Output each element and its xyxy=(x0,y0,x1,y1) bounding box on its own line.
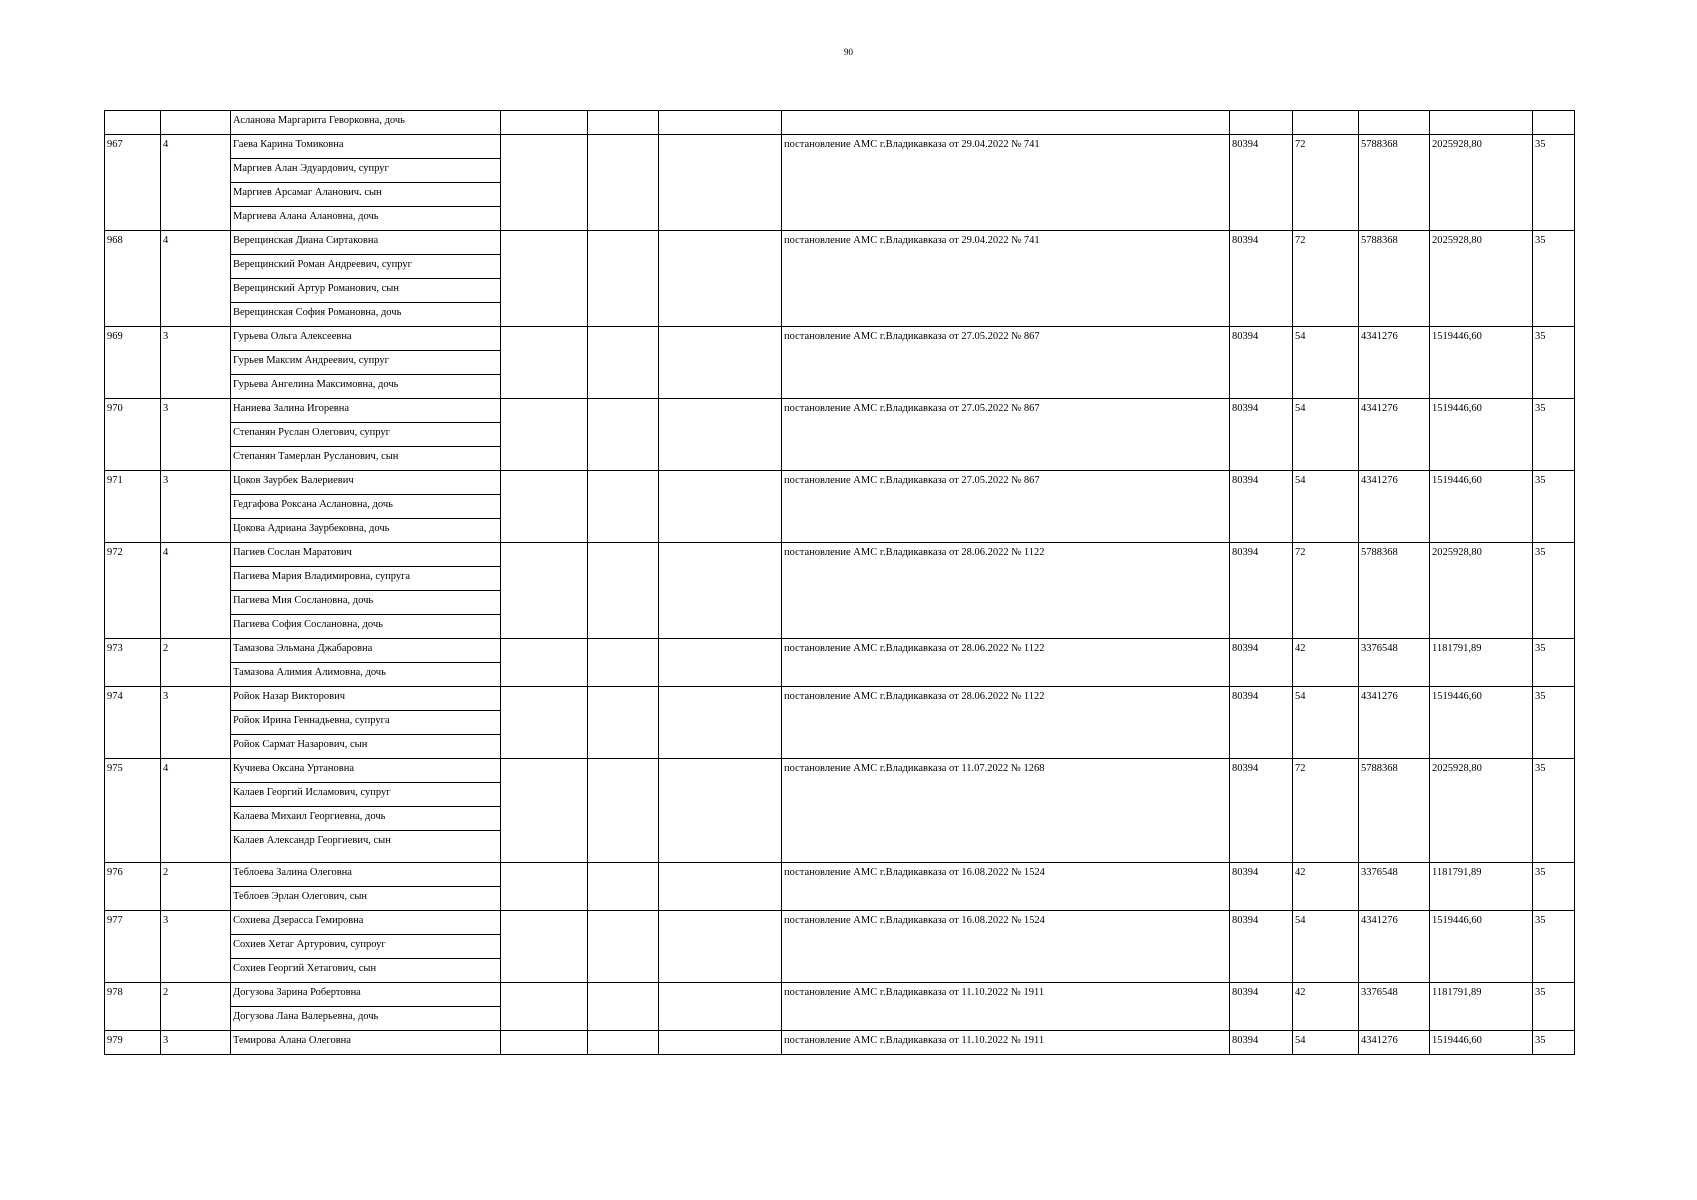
record-number-cell xyxy=(105,111,161,135)
area-cell: 72 xyxy=(1293,543,1359,639)
table-row xyxy=(105,687,1575,711)
family-size-cell: 4 xyxy=(161,135,231,231)
family-member-cell: Верещинский Роман Андреевич, супруг xyxy=(231,255,501,279)
decree-cell: постановление АМС г.Владикавказа от 27.05.2022 № 867 xyxy=(782,399,1230,471)
area-cell: 72 xyxy=(1293,759,1359,863)
family-size-cell: 3 xyxy=(161,399,231,471)
family-member-cell: Маргиев Алан Эдуардович, супруг xyxy=(231,159,501,183)
subsidy-cell: 2025928,80 xyxy=(1430,135,1533,231)
empty-cell xyxy=(501,687,588,759)
family-member-cell: Сохиева Дзерасса Гемировна xyxy=(231,911,501,935)
total-cost-cell: 5788368 xyxy=(1359,135,1430,231)
family-member-cell: Верещинская София Романовна, дочь xyxy=(231,303,501,327)
family-member-cell: Ройок Ирина Геннадьевна, супруга xyxy=(231,711,501,735)
family-member-cell: Гурьева Ангелина Максимовна, дочь xyxy=(231,375,501,399)
empty-cell xyxy=(501,231,588,327)
empty-cell xyxy=(659,135,782,231)
norm-price-cell: 80394 xyxy=(1230,639,1293,687)
percent-cell: 35 xyxy=(1533,983,1575,1031)
total-cost-cell: 5788368 xyxy=(1359,543,1430,639)
empty-cell xyxy=(588,911,659,983)
empty-cell xyxy=(501,1031,588,1055)
empty-cell xyxy=(588,111,659,135)
empty-cell xyxy=(501,639,588,687)
family-member-cell: Темирова Алана Олеговна xyxy=(231,1031,501,1055)
total-cost-cell: 3376548 xyxy=(1359,639,1430,687)
total-cost-cell: 4341276 xyxy=(1359,911,1430,983)
family-size-cell: 3 xyxy=(161,1031,231,1055)
subsidy-cell: 1519446,60 xyxy=(1430,911,1533,983)
area-cell: 54 xyxy=(1293,687,1359,759)
percent-cell: 35 xyxy=(1533,687,1575,759)
subsidy-cell xyxy=(1430,111,1533,135)
table-row xyxy=(105,231,1575,255)
family-size-cell: 3 xyxy=(161,911,231,983)
area-cell: 42 xyxy=(1293,863,1359,911)
percent-cell: 35 xyxy=(1533,639,1575,687)
table-row xyxy=(105,543,1575,567)
family-member-cell: Сохиев Георгий Хетагович, сын xyxy=(231,959,501,983)
norm-price-cell xyxy=(1230,111,1293,135)
norm-price-cell: 80394 xyxy=(1230,911,1293,983)
total-cost-cell: 4341276 xyxy=(1359,471,1430,543)
total-cost-cell: 4341276 xyxy=(1359,1031,1430,1055)
decree-cell: постановление АМС г.Владикавказа от 28.06.2022 № 1122 xyxy=(782,639,1230,687)
table-row xyxy=(105,911,1575,935)
family-member-cell: Пагиева Мария Владимировна, супруга xyxy=(231,567,501,591)
family-size-cell: 4 xyxy=(161,543,231,639)
family-member-cell: Степанян Руслан Олегович, супруг xyxy=(231,423,501,447)
norm-price-cell: 80394 xyxy=(1230,687,1293,759)
family-member-cell: Тамазова Алимия Алимовна, дочь xyxy=(231,663,501,687)
decree-cell: постановление АМС г.Владикавказа от 11.07.2022 № 1268 xyxy=(782,759,1230,863)
table-row xyxy=(105,1031,1575,1055)
decree-cell: постановление АМС г.Владикавказа от 28.06.2022 № 1122 xyxy=(782,543,1230,639)
empty-cell xyxy=(588,759,659,863)
subsidy-cell: 1181791,89 xyxy=(1430,983,1533,1031)
percent-cell: 35 xyxy=(1533,759,1575,863)
empty-cell xyxy=(659,543,782,639)
record-number-cell: 968 xyxy=(105,231,161,327)
empty-cell xyxy=(659,471,782,543)
percent-cell: 35 xyxy=(1533,543,1575,639)
area-cell: 54 xyxy=(1293,399,1359,471)
area-cell: 72 xyxy=(1293,135,1359,231)
empty-cell xyxy=(501,471,588,543)
area-cell xyxy=(1293,111,1359,135)
empty-cell xyxy=(501,111,588,135)
decree-cell: постановление АМС г.Владикавказа от 11.10.2022 № 1911 xyxy=(782,983,1230,1031)
family-member-cell: Калаев Георгий Исламович, супруг xyxy=(231,783,501,807)
table-row xyxy=(105,327,1575,351)
family-member-cell: Пагиева София Сослановна, дочь xyxy=(231,615,501,639)
percent-cell: 35 xyxy=(1533,327,1575,399)
area-cell: 54 xyxy=(1293,327,1359,399)
norm-price-cell: 80394 xyxy=(1230,983,1293,1031)
decree-cell: постановление АМС г.Владикавказа от 29.04.2022 № 741 xyxy=(782,135,1230,231)
family-member-cell: Маргиева Алана Алановна, дочь xyxy=(231,207,501,231)
table-row xyxy=(105,983,1575,1007)
area-cell: 54 xyxy=(1293,1031,1359,1055)
family-member-cell: Теблоева Залина Олеговна xyxy=(231,863,501,887)
record-number-cell: 976 xyxy=(105,863,161,911)
norm-price-cell: 80394 xyxy=(1230,759,1293,863)
family-member-cell: Верещинский Артур Романович, сын xyxy=(231,279,501,303)
area-cell: 42 xyxy=(1293,983,1359,1031)
family-member-cell: Теблоев Эрлан Олегович, сын xyxy=(231,887,501,911)
empty-cell xyxy=(588,687,659,759)
family-member-cell: Наниева Залина Игоревна xyxy=(231,399,501,423)
percent-cell: 35 xyxy=(1533,863,1575,911)
empty-cell xyxy=(588,471,659,543)
table-row xyxy=(105,471,1575,495)
area-cell: 72 xyxy=(1293,231,1359,327)
decree-cell: постановление АМС г.Владикавказа от 16.08.2022 № 1524 xyxy=(782,911,1230,983)
family-size-cell: 2 xyxy=(161,639,231,687)
family-member-cell: Цокова Адриана Заурбековна, дочь xyxy=(231,519,501,543)
record-number-cell: 973 xyxy=(105,639,161,687)
family-size-cell: 4 xyxy=(161,231,231,327)
decree-cell: постановление АМС г.Владикавказа от 27.05.2022 № 867 xyxy=(782,327,1230,399)
family-member-cell: Асланова Маргарита Геворковна, дочь xyxy=(231,111,501,135)
record-number-cell: 972 xyxy=(105,543,161,639)
table-row xyxy=(105,639,1575,663)
empty-cell xyxy=(501,543,588,639)
family-member-cell: Верещинская Диана Сиртаковна xyxy=(231,231,501,255)
empty-cell xyxy=(588,863,659,911)
norm-price-cell: 80394 xyxy=(1230,231,1293,327)
record-number-cell: 979 xyxy=(105,1031,161,1055)
empty-cell xyxy=(501,983,588,1031)
empty-cell xyxy=(659,687,782,759)
area-cell: 54 xyxy=(1293,471,1359,543)
family-member-cell: Догузова Зарина Робертовна xyxy=(231,983,501,1007)
family-member-cell: Сохиев Хетаг Артурович, супроуг xyxy=(231,935,501,959)
total-cost-cell: 4341276 xyxy=(1359,399,1430,471)
empty-cell xyxy=(588,639,659,687)
percent-cell xyxy=(1533,111,1575,135)
subsidy-cell: 1519446,60 xyxy=(1430,399,1533,471)
family-member-cell: Ройок Назар Викторович xyxy=(231,687,501,711)
family-member-cell: Ройок Сармат Назарович, сын xyxy=(231,735,501,759)
empty-cell xyxy=(659,863,782,911)
subsidy-cell: 1519446,60 xyxy=(1430,471,1533,543)
empty-cell xyxy=(659,327,782,399)
table-row xyxy=(105,135,1575,159)
family-size-cell: 2 xyxy=(161,983,231,1031)
empty-cell xyxy=(659,111,782,135)
subsidy-cell: 2025928,80 xyxy=(1430,759,1533,863)
total-cost-cell: 5788368 xyxy=(1359,231,1430,327)
norm-price-cell: 80394 xyxy=(1230,543,1293,639)
percent-cell: 35 xyxy=(1533,911,1575,983)
family-member-cell: Догузова Лана Валерьевна, дочь xyxy=(231,1007,501,1031)
family-member-cell: Гаева Карина Томиковна xyxy=(231,135,501,159)
percent-cell: 35 xyxy=(1533,471,1575,543)
subsidy-cell: 1181791,89 xyxy=(1430,639,1533,687)
empty-cell xyxy=(588,231,659,327)
family-member-cell: Гедгафова Роксана Аслановна, дочь xyxy=(231,495,501,519)
total-cost-cell xyxy=(1359,111,1430,135)
empty-cell xyxy=(501,759,588,863)
family-member-cell: Маргиев Арсамаг Аланович. сын xyxy=(231,183,501,207)
percent-cell: 35 xyxy=(1533,1031,1575,1055)
record-number-cell: 967 xyxy=(105,135,161,231)
decree-cell xyxy=(782,111,1230,135)
subsidy-cell: 2025928,80 xyxy=(1430,231,1533,327)
empty-cell xyxy=(659,759,782,863)
record-number-cell: 969 xyxy=(105,327,161,399)
total-cost-cell: 3376548 xyxy=(1359,863,1430,911)
empty-cell xyxy=(501,863,588,911)
norm-price-cell: 80394 xyxy=(1230,135,1293,231)
subsidy-cell: 1519446,60 xyxy=(1430,687,1533,759)
table-row xyxy=(105,399,1575,423)
family-member-cell: Калаев Александр Георгиевич, сын xyxy=(231,831,501,863)
empty-cell xyxy=(588,327,659,399)
decree-cell: постановление АМС г.Владикавказа от 27.05.2022 № 867 xyxy=(782,471,1230,543)
subsidy-cell: 1519446,60 xyxy=(1430,1031,1533,1055)
table-row xyxy=(105,111,1575,135)
record-number-cell: 970 xyxy=(105,399,161,471)
total-cost-cell: 4341276 xyxy=(1359,687,1430,759)
family-member-cell: Пагиева Мия Сослановна, дочь xyxy=(231,591,501,615)
total-cost-cell: 3376548 xyxy=(1359,983,1430,1031)
registry-table xyxy=(104,110,1575,1055)
registry-body xyxy=(105,111,1575,1055)
table-row xyxy=(105,759,1575,783)
record-number-cell: 978 xyxy=(105,983,161,1031)
total-cost-cell: 4341276 xyxy=(1359,327,1430,399)
family-member-cell: Пагиев Сослан Маратович xyxy=(231,543,501,567)
family-size-cell: 3 xyxy=(161,327,231,399)
area-cell: 42 xyxy=(1293,639,1359,687)
record-number-cell: 971 xyxy=(105,471,161,543)
empty-cell xyxy=(659,639,782,687)
record-number-cell: 975 xyxy=(105,759,161,863)
family-size-cell: 3 xyxy=(161,471,231,543)
area-cell: 54 xyxy=(1293,911,1359,983)
decree-cell: постановление АМС г.Владикавказа от 29.04.2022 № 741 xyxy=(782,231,1230,327)
empty-cell xyxy=(588,399,659,471)
decree-cell: постановление АМС г.Владикавказа от 16.08.2022 № 1524 xyxy=(782,863,1230,911)
empty-cell xyxy=(659,231,782,327)
subsidy-cell: 1519446,60 xyxy=(1430,327,1533,399)
record-number-cell: 974 xyxy=(105,687,161,759)
subsidy-cell: 2025928,80 xyxy=(1430,543,1533,639)
empty-cell xyxy=(588,983,659,1031)
empty-cell xyxy=(659,911,782,983)
empty-cell xyxy=(659,399,782,471)
family-member-cell: Тамазова Эльмана Джабаровна xyxy=(231,639,501,663)
family-member-cell: Гурьев Максим Андреевич, супруг xyxy=(231,351,501,375)
empty-cell xyxy=(501,135,588,231)
percent-cell: 35 xyxy=(1533,135,1575,231)
record-number-cell: 977 xyxy=(105,911,161,983)
empty-cell xyxy=(588,1031,659,1055)
empty-cell xyxy=(588,135,659,231)
empty-cell xyxy=(501,399,588,471)
family-member-cell: Цоков Заурбек Валериевич xyxy=(231,471,501,495)
decree-cell: постановление АМС г.Владикавказа от 28.06.2022 № 1122 xyxy=(782,687,1230,759)
family-size-cell: 2 xyxy=(161,863,231,911)
family-member-cell: Калаева Михаил Георгиевна, дочь xyxy=(231,807,501,831)
family-member-cell: Кучиева Оксана Уртановна xyxy=(231,759,501,783)
norm-price-cell: 80394 xyxy=(1230,863,1293,911)
table-row xyxy=(105,863,1575,887)
percent-cell: 35 xyxy=(1533,399,1575,471)
total-cost-cell: 5788368 xyxy=(1359,759,1430,863)
family-size-cell xyxy=(161,111,231,135)
empty-cell xyxy=(501,911,588,983)
empty-cell xyxy=(588,543,659,639)
norm-price-cell: 80394 xyxy=(1230,471,1293,543)
norm-price-cell: 80394 xyxy=(1230,1031,1293,1055)
empty-cell xyxy=(659,983,782,1031)
family-member-cell: Гурьева Ольга Алексеевна xyxy=(231,327,501,351)
empty-cell xyxy=(659,1031,782,1055)
family-size-cell: 3 xyxy=(161,687,231,759)
family-member-cell: Степанян Тамерлан Русланович, сын xyxy=(231,447,501,471)
empty-cell xyxy=(501,327,588,399)
percent-cell: 35 xyxy=(1533,231,1575,327)
decree-cell: постановление АМС г.Владикавказа от 11.10.2022 № 1911 xyxy=(782,1031,1230,1055)
norm-price-cell: 80394 xyxy=(1230,327,1293,399)
family-size-cell: 4 xyxy=(161,759,231,863)
norm-price-cell: 80394 xyxy=(1230,399,1293,471)
subsidy-cell: 1181791,89 xyxy=(1430,863,1533,911)
page-number: 90 xyxy=(844,47,853,57)
